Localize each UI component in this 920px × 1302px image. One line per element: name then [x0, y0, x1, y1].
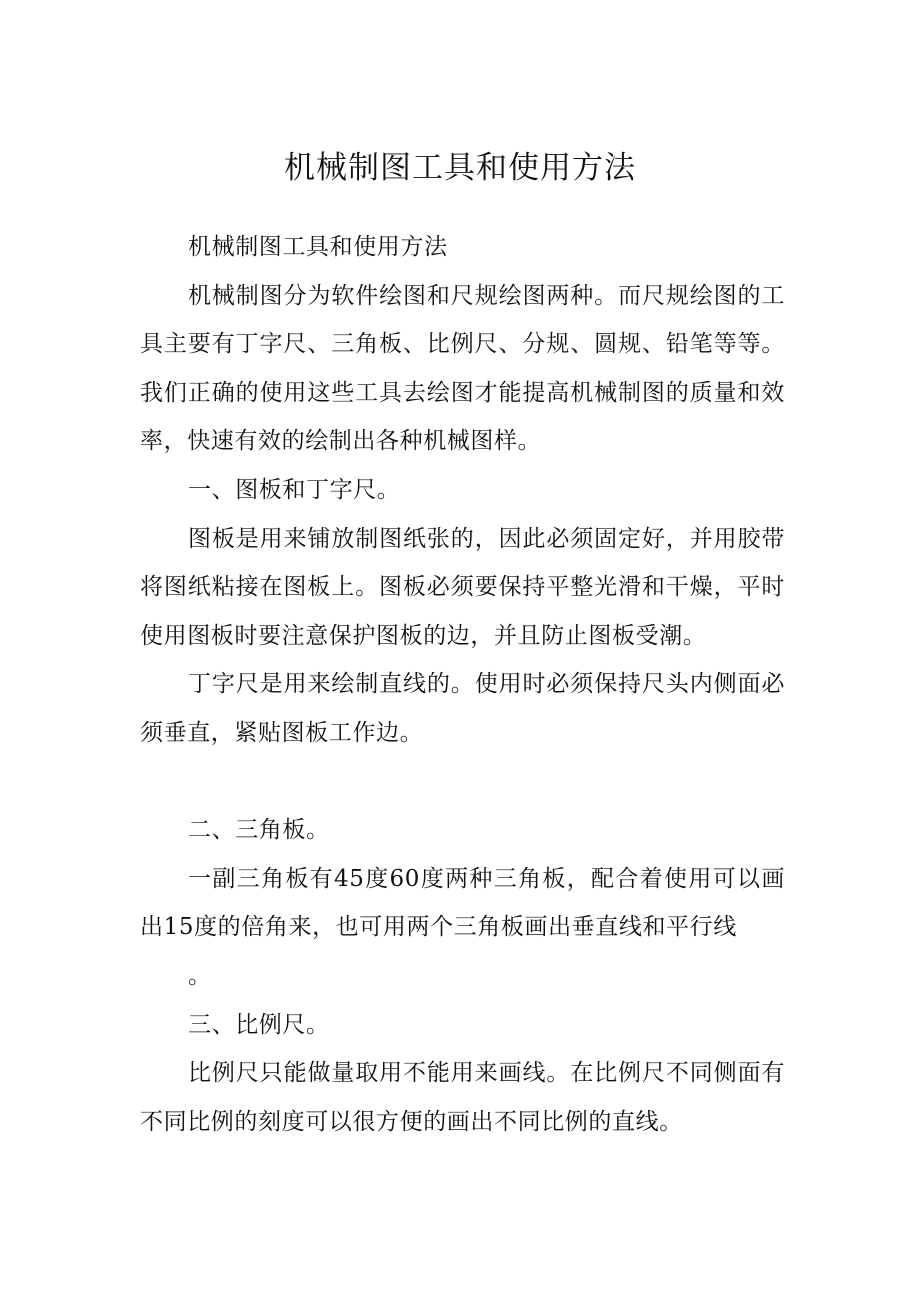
paragraph-triangle: 一副三角板有45度60度两种三角板，配合着使用可以画出15度的倍角来，也可用两个三角板画出垂直线和平行线: [140, 865, 785, 941]
section-heading-board: 一、图板和丁字尺。: [188, 476, 401, 503]
section-heading-triangle: 二、三角板。: [188, 817, 330, 844]
paragraph-t-square: 丁字尺是用来绘制直线的。使用时必须保持尺头内侧面必须垂直，紧贴图板工作边。: [140, 671, 785, 746]
blank-line: [140, 758, 785, 807]
paragraph-scale: 比例尺只能做量取用不能用来画线。在比例尺不同侧面有不同比例的刻度可以很方便的画出不同比例的直线。: [140, 1060, 785, 1135]
section-heading-scale: 三、比例尺。: [188, 1011, 330, 1038]
paragraph-period: 。: [188, 962, 212, 989]
document-title: 机械制图工具和使用方法: [284, 150, 636, 186]
paragraph-intro: 机械制图分为软件绘图和尺规绘图两种。而尺规绘图的工具主要有丁字尺、三角板、比例尺、分规、圆规、铅笔等等。我们正确的使用这些工具去绘图才能提高机械制图的质量和效率，快速有效的绘制出各种机械图样。: [140, 282, 785, 455]
paragraph-subtitle: 机械制图工具和使用方法: [188, 234, 448, 260]
document-body: [140, 223, 785, 1146]
paragraph-board: 图板是用来铺放制图纸张的，因此必须固定好，并用胶带将图纸粘接在图板上。图板必须要保持平整光滑和干燥，平时使用图板时要注意保护图板的边，并且防止图板受潮。: [140, 525, 785, 649]
